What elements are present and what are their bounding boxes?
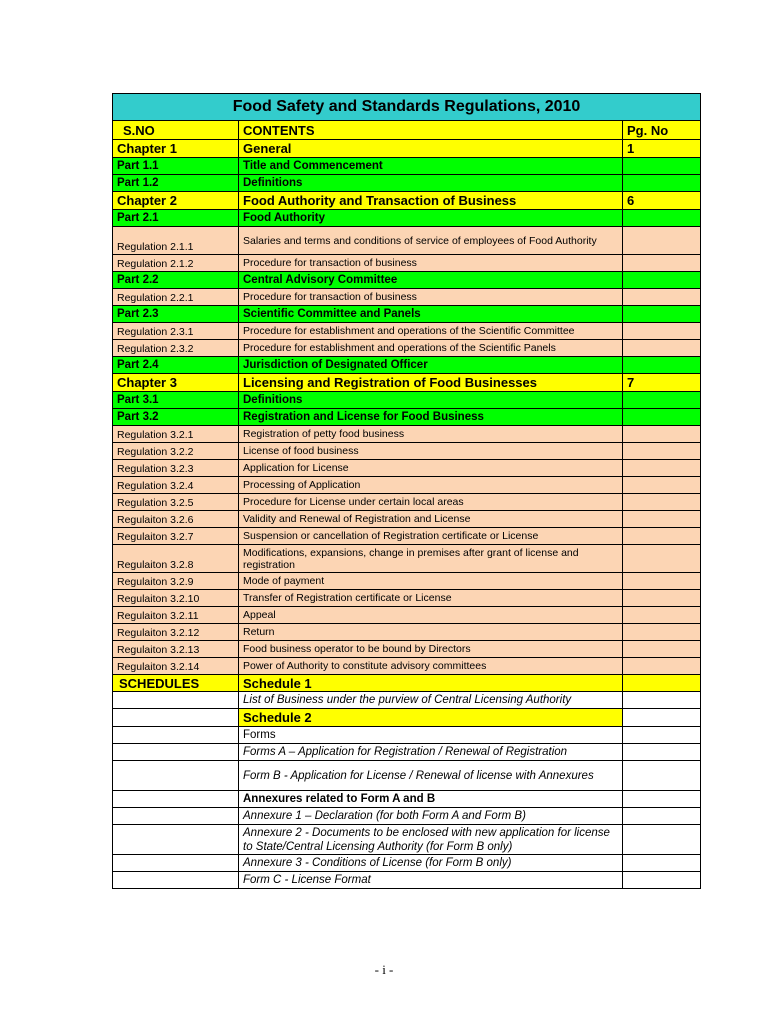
row-page (623, 443, 701, 460)
contents-table (112, 93, 701, 889)
row-sno (113, 872, 239, 889)
row-contents: Licensing and Registration of Food Businesses (239, 374, 623, 392)
row-sno: Regulaiton 3.2.11 (113, 607, 239, 624)
row-contents: Central Advisory Committee (239, 272, 623, 289)
row-sno: Regulation 3.2.5 (113, 494, 239, 511)
table-row (113, 306, 701, 323)
row-page (623, 872, 701, 889)
table-row (113, 744, 701, 761)
row-sno: Part 1.2 (113, 175, 239, 192)
row-sno: Part 2.3 (113, 306, 239, 323)
row-sno: Regulation 3.2.3 (113, 460, 239, 477)
table-row (113, 727, 701, 744)
row-sno: Part 3.2 (113, 409, 239, 426)
row-contents: Return (239, 624, 623, 641)
table-row (113, 323, 701, 340)
table-row (113, 392, 701, 409)
row-sno: Regulation 3.2.1 (113, 426, 239, 443)
row-page (623, 761, 701, 791)
row-page (623, 357, 701, 374)
row-page (623, 855, 701, 872)
row-page (623, 477, 701, 494)
row-sno: Part 1.1 (113, 158, 239, 175)
row-contents: Application for License (239, 460, 623, 477)
table-header-row (113, 121, 701, 140)
table-row (113, 374, 701, 392)
table-row (113, 357, 701, 374)
row-page (623, 545, 701, 573)
table-row (113, 791, 701, 808)
table-row (113, 210, 701, 227)
row-contents: Annexure 3 - Conditions of License (for Form B only) (239, 855, 623, 872)
row-contents: General (239, 140, 623, 158)
header-page: Pg. No (623, 121, 701, 140)
row-contents: Scientific Committee and Panels (239, 306, 623, 323)
row-sno: Regulaiton 3.2.10 (113, 590, 239, 607)
row-page (623, 675, 701, 692)
row-contents: Annexure 1 – Declaration (for both Form A and Form B) (239, 808, 623, 825)
table-row (113, 528, 701, 545)
row-page (623, 340, 701, 357)
row-page (623, 272, 701, 289)
row-page (623, 460, 701, 477)
row-sno (113, 761, 239, 791)
row-contents: Schedule 2 (239, 709, 623, 727)
row-page (623, 255, 701, 272)
table-row (113, 761, 701, 791)
table-row (113, 340, 701, 357)
row-page (623, 323, 701, 340)
row-page (623, 409, 701, 426)
table-row (113, 573, 701, 590)
row-page (623, 158, 701, 175)
row-sno: Regulaiton 3.2.7 (113, 528, 239, 545)
row-contents: Procedure for establishment and operations of the Scientific Committee (239, 323, 623, 340)
row-sno (113, 825, 239, 855)
row-sno: Regulaiton 3.2.14 (113, 658, 239, 675)
row-page (623, 494, 701, 511)
row-contents: Forms (239, 727, 623, 744)
table-row (113, 227, 701, 255)
table-row (113, 175, 701, 192)
row-page: 6 (623, 192, 701, 210)
row-sno: SCHEDULES (113, 675, 239, 692)
row-contents: Procedure for transaction of business (239, 289, 623, 306)
row-sno: Regulaiton 3.2.6 (113, 511, 239, 528)
table-row (113, 590, 701, 607)
row-page (623, 825, 701, 855)
table-row (113, 545, 701, 573)
page-number: - i - (374, 962, 394, 977)
row-contents: Procedure for License under certain local areas (239, 494, 623, 511)
row-page (623, 791, 701, 808)
row-contents: Forms A – Application for Registration / Renewal of Registration (239, 744, 623, 761)
row-page (623, 175, 701, 192)
row-contents: Food Authority and Transaction of Business (239, 192, 623, 210)
table-row (113, 607, 701, 624)
row-sno: Regulation 2.2.1 (113, 289, 239, 306)
row-sno (113, 808, 239, 825)
row-sno: Chapter 1 (113, 140, 239, 158)
row-contents: Appeal (239, 607, 623, 624)
table-row (113, 855, 701, 872)
row-page (623, 306, 701, 323)
row-sno: Part 2.1 (113, 210, 239, 227)
row-contents: Validity and Renewal of Registration and License (239, 511, 623, 528)
table-title-row (113, 94, 701, 121)
row-sno: Regulaiton 3.2.13 (113, 641, 239, 658)
row-sno: Chapter 3 (113, 374, 239, 392)
document-title: Food Safety and Standards Regulations, 2010 (113, 94, 701, 121)
row-page (623, 289, 701, 306)
row-sno (113, 855, 239, 872)
table-row (113, 255, 701, 272)
row-page (623, 744, 701, 761)
row-page (623, 727, 701, 744)
row-contents: Transfer of Registration certificate or License (239, 590, 623, 607)
row-contents: Mode of payment (239, 573, 623, 590)
row-sno (113, 791, 239, 808)
table-row (113, 511, 701, 528)
row-contents: License of food business (239, 443, 623, 460)
row-sno: Regulation 3.2.4 (113, 477, 239, 494)
row-page (623, 808, 701, 825)
row-page (623, 641, 701, 658)
row-page (623, 607, 701, 624)
row-contents: Title and Commencement (239, 158, 623, 175)
table-row (113, 692, 701, 709)
row-contents: Registration and License for Food Business (239, 409, 623, 426)
row-contents: List of Business under the purview of Central Licensing Authority (239, 692, 623, 709)
table-row (113, 477, 701, 494)
row-contents: Modifications, expansions, change in premises after grant of license and registration (239, 545, 623, 573)
table-row (113, 460, 701, 477)
row-page (623, 709, 701, 727)
row-sno: Chapter 2 (113, 192, 239, 210)
row-contents: Procedure for establishment and operations of the Scientific Panels (239, 340, 623, 357)
table-row (113, 426, 701, 443)
row-contents: Suspension or cancellation of Registration certificate or License (239, 528, 623, 545)
row-page (623, 392, 701, 409)
row-sno: Part 3.1 (113, 392, 239, 409)
row-page (623, 624, 701, 641)
table-row (113, 808, 701, 825)
row-page (623, 511, 701, 528)
row-contents: Definitions (239, 175, 623, 192)
row-sno: Regulaiton 3.2.9 (113, 573, 239, 590)
row-sno: Regulation 2.1.1 (113, 227, 239, 255)
row-contents: Annexure 2 - Documents to be enclosed with new application for license to State/Central Licensing Authority (for Form B only) (239, 825, 623, 855)
table-row (113, 825, 701, 855)
row-page (623, 227, 701, 255)
row-sno: Regulaiton 3.2.12 (113, 624, 239, 641)
table-row (113, 641, 701, 658)
row-page (623, 573, 701, 590)
table-row (113, 675, 701, 692)
row-contents: Jurisdiction of Designated Officer (239, 357, 623, 374)
row-sno: Regulation 2.3.1 (113, 323, 239, 340)
table-row (113, 872, 701, 889)
row-sno: Regulation 2.3.2 (113, 340, 239, 357)
row-sno (113, 727, 239, 744)
table-row (113, 409, 701, 426)
row-page (623, 426, 701, 443)
row-contents: Food Authority (239, 210, 623, 227)
row-contents: Registration of petty food business (239, 426, 623, 443)
row-sno: Regulation 2.1.2 (113, 255, 239, 272)
row-sno: Regulaiton 3.2.8 (113, 545, 239, 573)
table-row (113, 658, 701, 675)
row-contents: Procedure for transaction of business (239, 255, 623, 272)
row-contents: Form C - License Format (239, 872, 623, 889)
row-sno: Part 2.2 (113, 272, 239, 289)
row-page (623, 528, 701, 545)
row-page (623, 658, 701, 675)
row-contents: Definitions (239, 392, 623, 409)
row-page (623, 692, 701, 709)
row-contents: Schedule 1 (239, 675, 623, 692)
row-sno: Regulation 3.2.2 (113, 443, 239, 460)
table-row (113, 709, 701, 727)
row-contents: Annexures related to Form A and B (239, 791, 623, 808)
table-row (113, 289, 701, 306)
header-sno: S.NO (113, 121, 239, 140)
row-sno (113, 744, 239, 761)
table-row (113, 140, 701, 158)
table-row (113, 272, 701, 289)
row-sno (113, 709, 239, 727)
row-sno (113, 692, 239, 709)
row-contents: Power of Authority to constitute advisory committees (239, 658, 623, 675)
row-contents: Processing of Application (239, 477, 623, 494)
row-contents: Form B - Application for License / Renewal of license with Annexures (239, 761, 623, 791)
header-contents: CONTENTS (239, 121, 623, 140)
row-sno: Part 2.4 (113, 357, 239, 374)
table-row (113, 158, 701, 175)
row-page: 1 (623, 140, 701, 158)
row-contents: Food business operator to be bound by Directors (239, 641, 623, 658)
table-row (113, 192, 701, 210)
row-page (623, 590, 701, 607)
row-page (623, 210, 701, 227)
row-page: 7 (623, 374, 701, 392)
table-row (113, 624, 701, 641)
table-row (113, 494, 701, 511)
row-contents: Salaries and terms and conditions of service of employees of Food Authority (239, 227, 623, 255)
table-row (113, 443, 701, 460)
